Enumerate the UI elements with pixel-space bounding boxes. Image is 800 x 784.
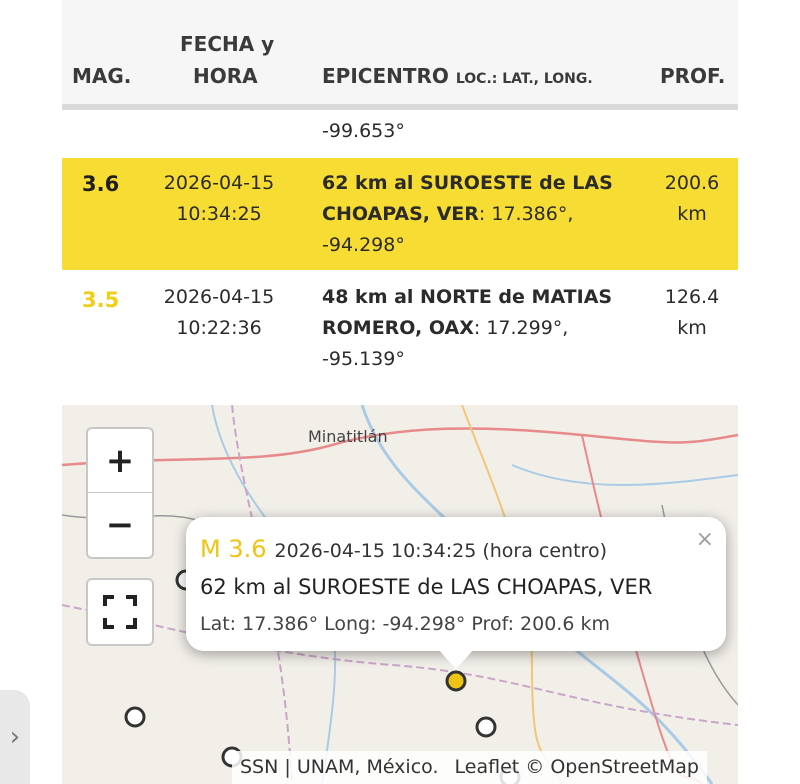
chevron-right-icon: › <box>9 722 21 752</box>
earthquake-table <box>62 0 738 375</box>
zoom-in-button[interactable]: + <box>105 440 135 481</box>
date-text: 2026-04-15 <box>163 172 275 194</box>
depth-value: 126.4 <box>664 286 720 308</box>
epicenter-long: -95.139° <box>322 348 405 370</box>
header-mag[interactable]: MAG. <box>72 64 132 88</box>
magnitude-value: 3.6 <box>82 172 120 196</box>
header-fecha-line2[interactable]: HORA <box>193 64 258 88</box>
epicenter-coord-tail: -99.653° <box>322 120 405 142</box>
date-text: 2026-04-15 <box>163 286 275 308</box>
osm-link[interactable]: OpenStreetMap <box>550 756 699 778</box>
city-label: Minatitlán <box>308 427 388 446</box>
time-text: 10:34:25 <box>176 203 262 225</box>
unam-link[interactable]: UNAM <box>296 756 355 778</box>
attr-copyright: © <box>525 756 545 778</box>
side-drawer-handle[interactable] <box>0 690 30 784</box>
time-text: 10:22:36 <box>176 317 262 339</box>
depth-unit: km <box>677 317 707 339</box>
header-divider <box>62 104 738 110</box>
table-row[interactable] <box>62 270 738 375</box>
depth-cell <box>652 168 732 230</box>
table-row[interactable] <box>62 158 738 270</box>
zoom-control <box>86 427 154 559</box>
magnitude-value: 3.5 <box>82 288 120 312</box>
popup-location: 62 km al SUROESTE de LAS CHOAPAS, VER <box>200 575 653 599</box>
header-fecha-line1[interactable]: FECHA y <box>180 32 275 56</box>
popup-close-button[interactable]: × <box>695 527 714 552</box>
attr-mexico: , México. <box>354 756 439 778</box>
attr-sep: | <box>284 756 291 778</box>
table-header <box>62 0 738 104</box>
popup-tip <box>438 649 474 669</box>
epicenter-long: -94.298° <box>322 234 405 256</box>
date-time-cell <box>154 282 284 344</box>
header-epicentro-label: EPICENTRO <box>322 64 449 88</box>
epicenter-popup <box>186 517 726 651</box>
map-attribution <box>232 751 707 784</box>
epicenter-cell <box>322 282 622 375</box>
epicenter-place-state: ROMERO, OAX <box>322 317 474 339</box>
popup-details: Lat: 17.386° Long: -94.298° Prof: 200.6 km <box>200 613 610 635</box>
header-epicentro[interactable] <box>322 64 593 88</box>
fullscreen-icon <box>102 594 138 630</box>
epicenter-place-state: CHOAPAS, VER <box>322 203 479 225</box>
popup-header <box>200 535 607 563</box>
zoom-out-button[interactable]: − <box>105 504 135 545</box>
depth-value: 200.6 <box>664 172 720 194</box>
date-time-cell <box>154 168 284 230</box>
popup-datetime: 2026-04-15 10:34:25 (hora centro) <box>274 540 607 562</box>
fullscreen-button[interactable] <box>86 578 154 646</box>
epicenter-lat: : 17.299°, <box>473 317 569 339</box>
header-epicentro-sub: LOC.: LAT., LONG. <box>455 71 593 87</box>
ssn-link[interactable]: SSN <box>240 756 279 778</box>
popup-magnitude: M 3.6 <box>200 535 267 563</box>
depth-unit: km <box>677 203 707 225</box>
map-view[interactable] <box>62 405 738 784</box>
depth-cell <box>652 282 732 344</box>
epicenter-lat: : 17.386°, <box>478 203 574 225</box>
leaflet-link[interactable]: Leaflet <box>454 756 520 778</box>
table-row-previous[interactable] <box>62 110 738 158</box>
epicenter-place: 62 km al SUROESTE de LAS <box>322 172 613 194</box>
header-prof[interactable]: PROF. <box>660 64 726 88</box>
epicenter-place: 48 km al NORTE de MATIAS <box>322 286 613 308</box>
epicenter-cell <box>322 168 622 261</box>
